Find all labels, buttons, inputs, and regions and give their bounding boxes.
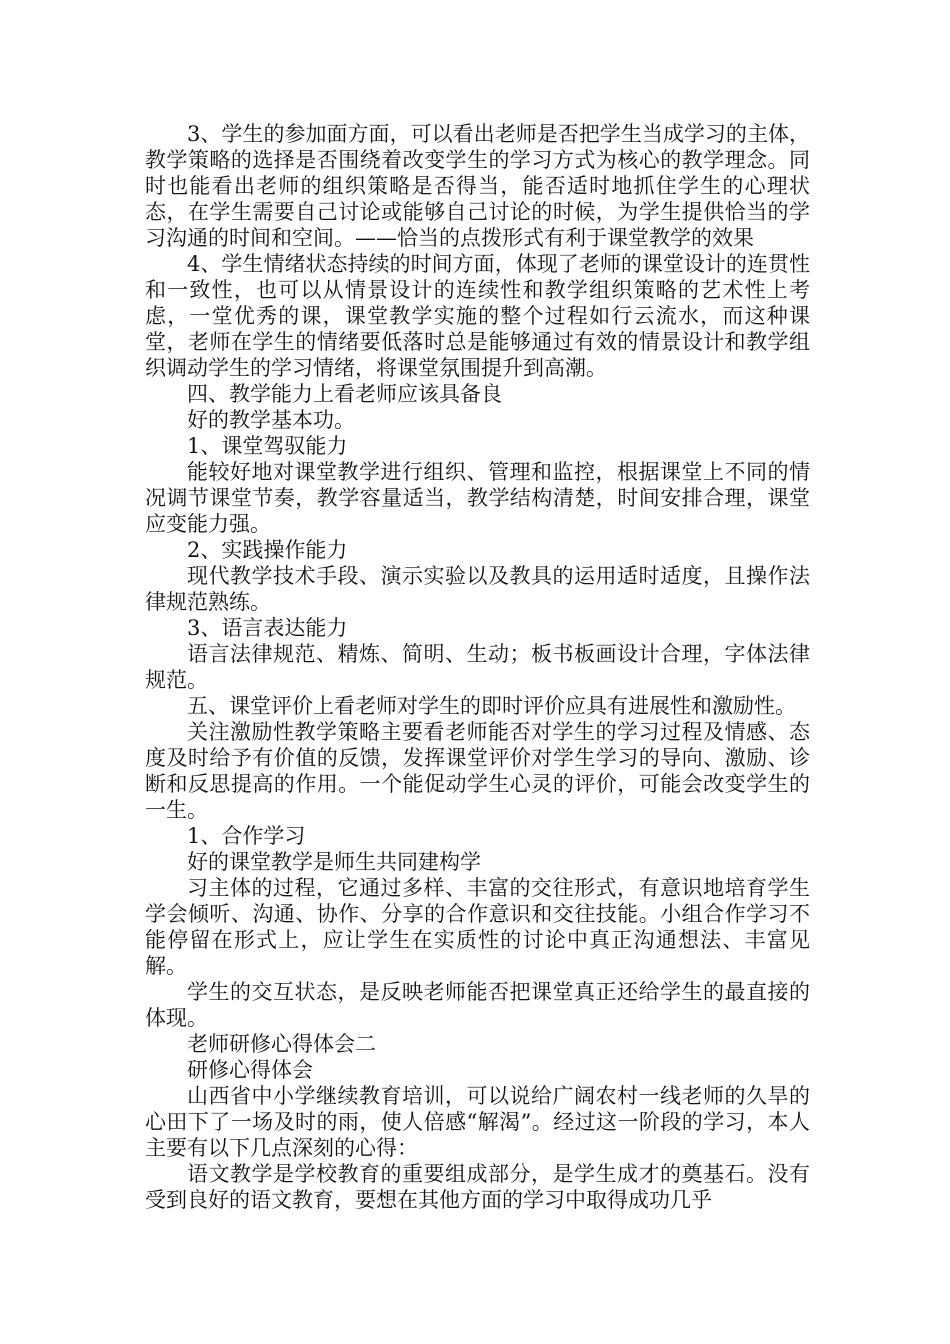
paragraph-5: 现代教学技术手段、演示实验以及教具的运用适时适度，且操作法律规范熟练。 [145, 564, 810, 614]
subheading-cooperative-learning: 1、合作学习 [187, 824, 306, 848]
subheading-language-ability: 3、语言表达能力 [187, 616, 348, 640]
article-subtitle: 研修心得体会 [187, 1058, 313, 1082]
paragraph-4: 能较好地对课堂教学进行组织、管理和监控，根据课堂上不同的情况调节课堂节奏，教学容量适当，教学结构清楚，时间安排合理，课堂应变能力强。 [145, 460, 810, 536]
paragraph-12: 语文教学是学校教育的重要组成部分，是学生成才的奠基石。没有受到良好的语文教育，要想在其他方面的学习中取得成功几乎 [145, 1162, 810, 1212]
document-body [145, 121, 810, 1213]
article-title-2: 老师研修心得体会二 [187, 1032, 376, 1056]
section-heading-4: 四、教学能力上看老师应该具备良 [187, 382, 502, 406]
subheading-classroom-control: 1、课堂驾驭能力 [187, 434, 348, 458]
paragraph-8: 好的课堂教学是师生共同建构学 [187, 850, 481, 874]
paragraph-6: 语言法律规范、精炼、简明、生动；板书板画设计合理，字体法律规范。 [145, 642, 810, 692]
paragraph-9: 习主体的过程，它通过多样、丰富的交往形式，有意识地培育学生学会倾听、沟通、协作、分享的合作意识和交往技能。小组合作学习不能停留在形式上，应让学生在实质性的讨论中真正沟通想法、丰富见解。 [145, 876, 810, 978]
paragraph-1: 3、学生的参加面方面，可以看出老师是否把学生当成学习的主体，教学策略的选择是否围绕着改变学生的学习方式为核心的教学理念。同时也能看出老师的组织策略是否得当，能否适时地抓住学生的心理状态，在学生需要自己讨论或能够自己讨论的时候，为学生提供恰当的学习沟通的时间和空间。——恰当的点拨形式有利于课堂教学的效果 [145, 122, 810, 250]
paragraph-11: 山西省中小学继续教育培训，可以说给广阔农村一线老师的久旱的心田下了一场及时的雨，使人倍感“解渴”。经过这一阶段的学习，本人主要有以下几点深刻的心得： [145, 1084, 810, 1160]
paragraph-3: 好的教学基本功。 [187, 408, 355, 432]
section-heading-5: 五、课堂评价上看老师对学生的即时评价应具有进展性和激励性。 [187, 694, 796, 718]
paragraph-7: 关注激励性教学策略主要看老师能否对学生的学习过程及情感、态度及时给予有价值的反馈，发挥课堂评价对学生学习的导向、激励、诊断和反思提高的作用。一个能促动学生心灵的评价，可能会改变学生的一生。 [145, 720, 810, 822]
paragraph-2: 4、学生情绪状态持续的时间方面，体现了老师的课堂设计的连贯性和一致性，也可以从情景设计的连续性和教学组织策略的艺术性上考虑，一堂优秀的课，课堂教学实施的整个过程如行云流水，而这种课堂，老师在学生的情绪要低落时总是能够通过有效的情景设计和教学组织调动学生的学习情绪，将课堂氛围提升到高潮。 [145, 252, 810, 380]
paragraph-10: 学生的交互状态，是反映老师能否把课堂真正还给学生的最直接的体现。 [145, 980, 810, 1030]
subheading-practical-ability: 2、实践操作能力 [187, 538, 348, 562]
